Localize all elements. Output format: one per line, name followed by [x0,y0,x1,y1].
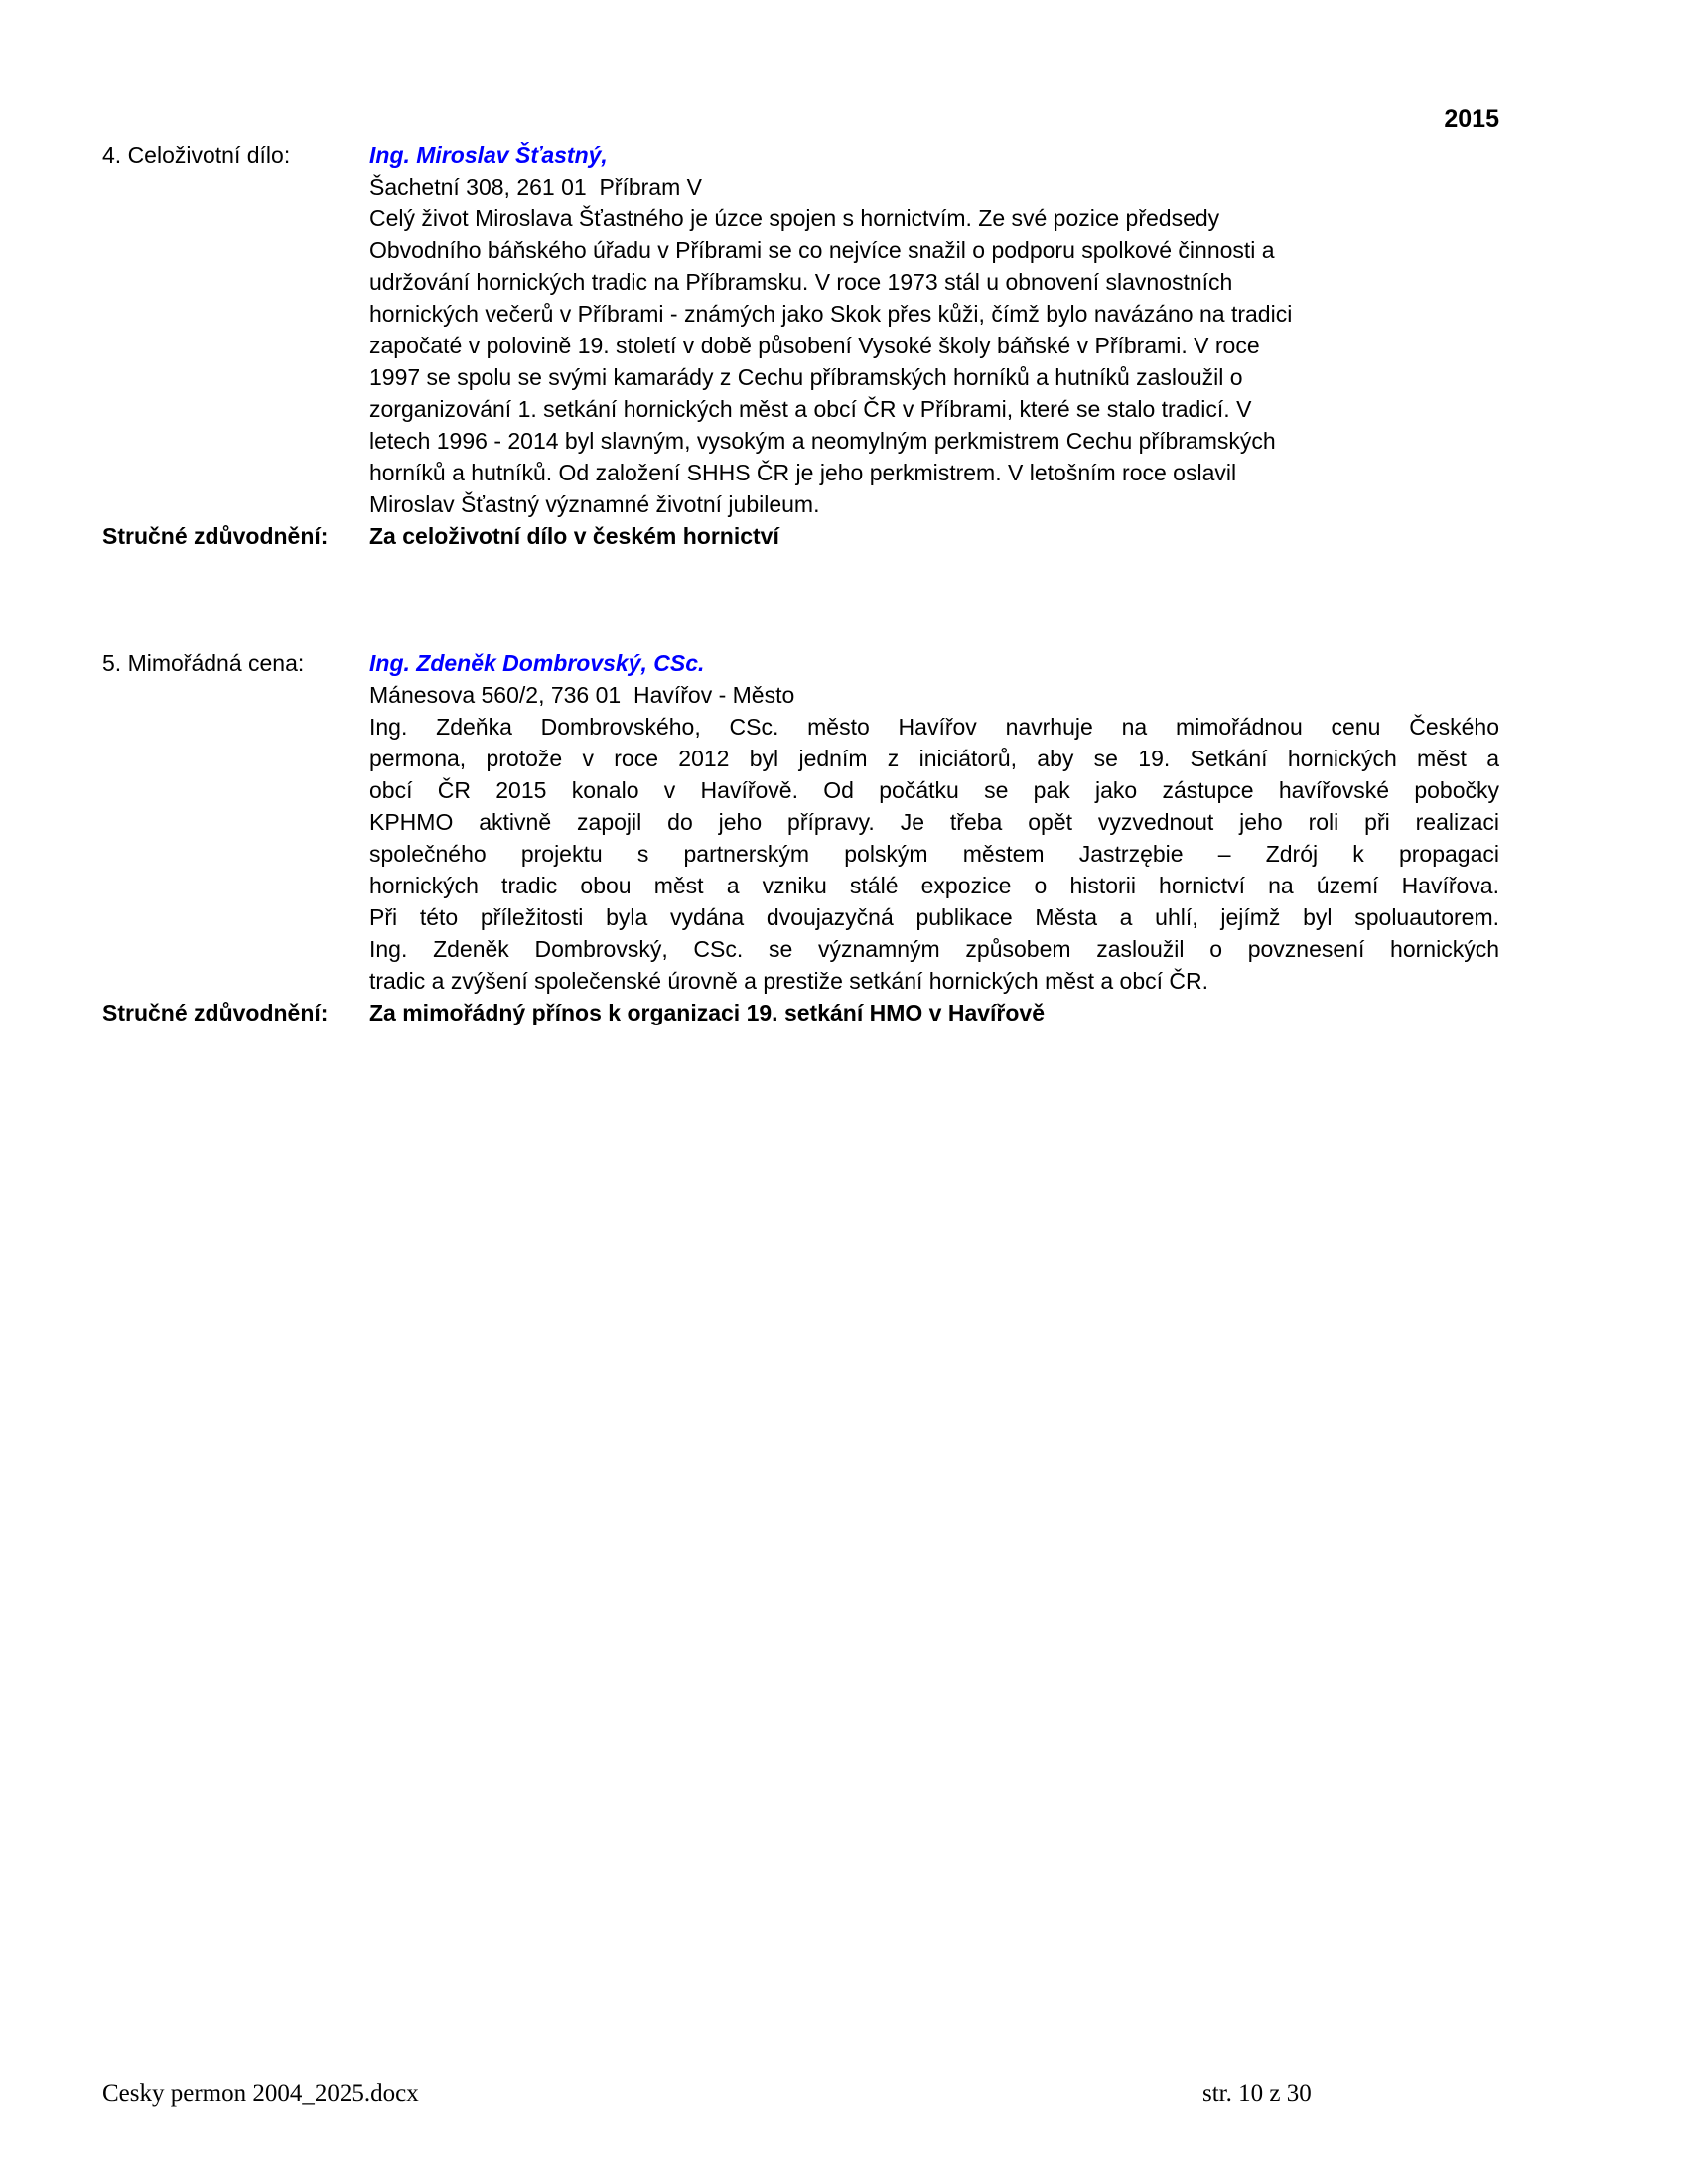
summary-text: Za mimořádný přínos k organizaci 19. setkání HMO v Havířově [369,1000,1046,1025]
summary-line [102,520,1499,552]
summary-label: Stručné zdůvodnění: [102,523,329,549]
section-label: 5. Mimořádná cena: [102,650,305,676]
awardee-bio: Ing. Zdeňka Dombrovského, CSc. město Havířov navrhuje na mimořádnou cenu Českého permona, protože v roce 2012 byl jedním z iniciátorů, aby se 19. Setkání hornických měst a obcí ČR 2015 konalo v Havířově. Od počátku se pak jako zástupce havířovské pobočky KPHMO aktivně zapojil do jeho přípravy. Je třeba opět vyzvednout jeho roli při realizaci společného projektu s partnerským polským městem Jastrzębie – Zdrój k propagaci hornických tradic obou měst a vzniku stálé expozice o historii hornictví na území Havířova. Při této příležitosti byla vydána dvoujazyčná publikace Města a uhlí, jejímž byl spoluautorem. Ing. Zdeněk Dombrovský, CSc. se významným způsobem zasloužil o povznesení hornických tradic a zvýšení společenské úrovně a prestiže setkání hornických měst a obcí ČR. [369,714,1499,994]
award-section-special [102,647,1499,997]
awardee-name: Ing. Miroslav Šťastný, [369,142,608,168]
awardee-name: Ing. Zdeněk Dombrovský, CSc. [369,650,705,676]
awardee-address: Mánesova 560/2, 736 01 Havířov - Město [369,682,795,708]
footer-filename: Cesky permon 2004_2025.docx [102,2080,419,2107]
section-content [369,647,1499,997]
summary-label: Stručné zdůvodnění: [102,1000,329,1025]
awardee-address: Šachetní 308, 261 01 Příbram V [369,174,702,200]
section-label: 4. Celoživotní dílo: [102,142,291,168]
section-content [369,139,1499,520]
awardee-bio: Celý život Miroslava Šťastného je úzce spojen s hornictvím. Ze své pozice předsedy Obvodního báňského úřadu v Příbrami se co nejvíce snažil o podporu spolkové činnosti a udržování hornických tradic na Příbramsku. V roce 1973 stál u obnovení slavnostních hornických večerů v Příbrami - známých jako Skok přes kůži, čímž bylo navázáno na tradici započaté v polovině 19. století v době působení Vysoké školy báňské v Příbrami. V roce 1997 se spolu se svými kamarády z Cechu příbramských horníků a hutníků zasloužil o zorganizování 1. setkání hornických měst a obcí ČR v Příbrami, které se stalo tradicí. V letech 1996 - 2014 byl slavným, vysokým a neomylným perkmistrem Cechu příbramských horníků a hutníků. Od založení SHHS ČR je jeho perkmistrem. V letošním roce oslavil Miroslav Šťastný významné životní jubileum. [369,205,1293,517]
summary-line [102,997,1499,1028]
award-section-lifetime [102,139,1499,520]
year-heading: 2015 [1444,105,1499,133]
summary-text: Za celoživotní dílo v českém hornictví [369,523,779,549]
footer-page-number: str. 10 z 30 [1202,2080,1312,2107]
